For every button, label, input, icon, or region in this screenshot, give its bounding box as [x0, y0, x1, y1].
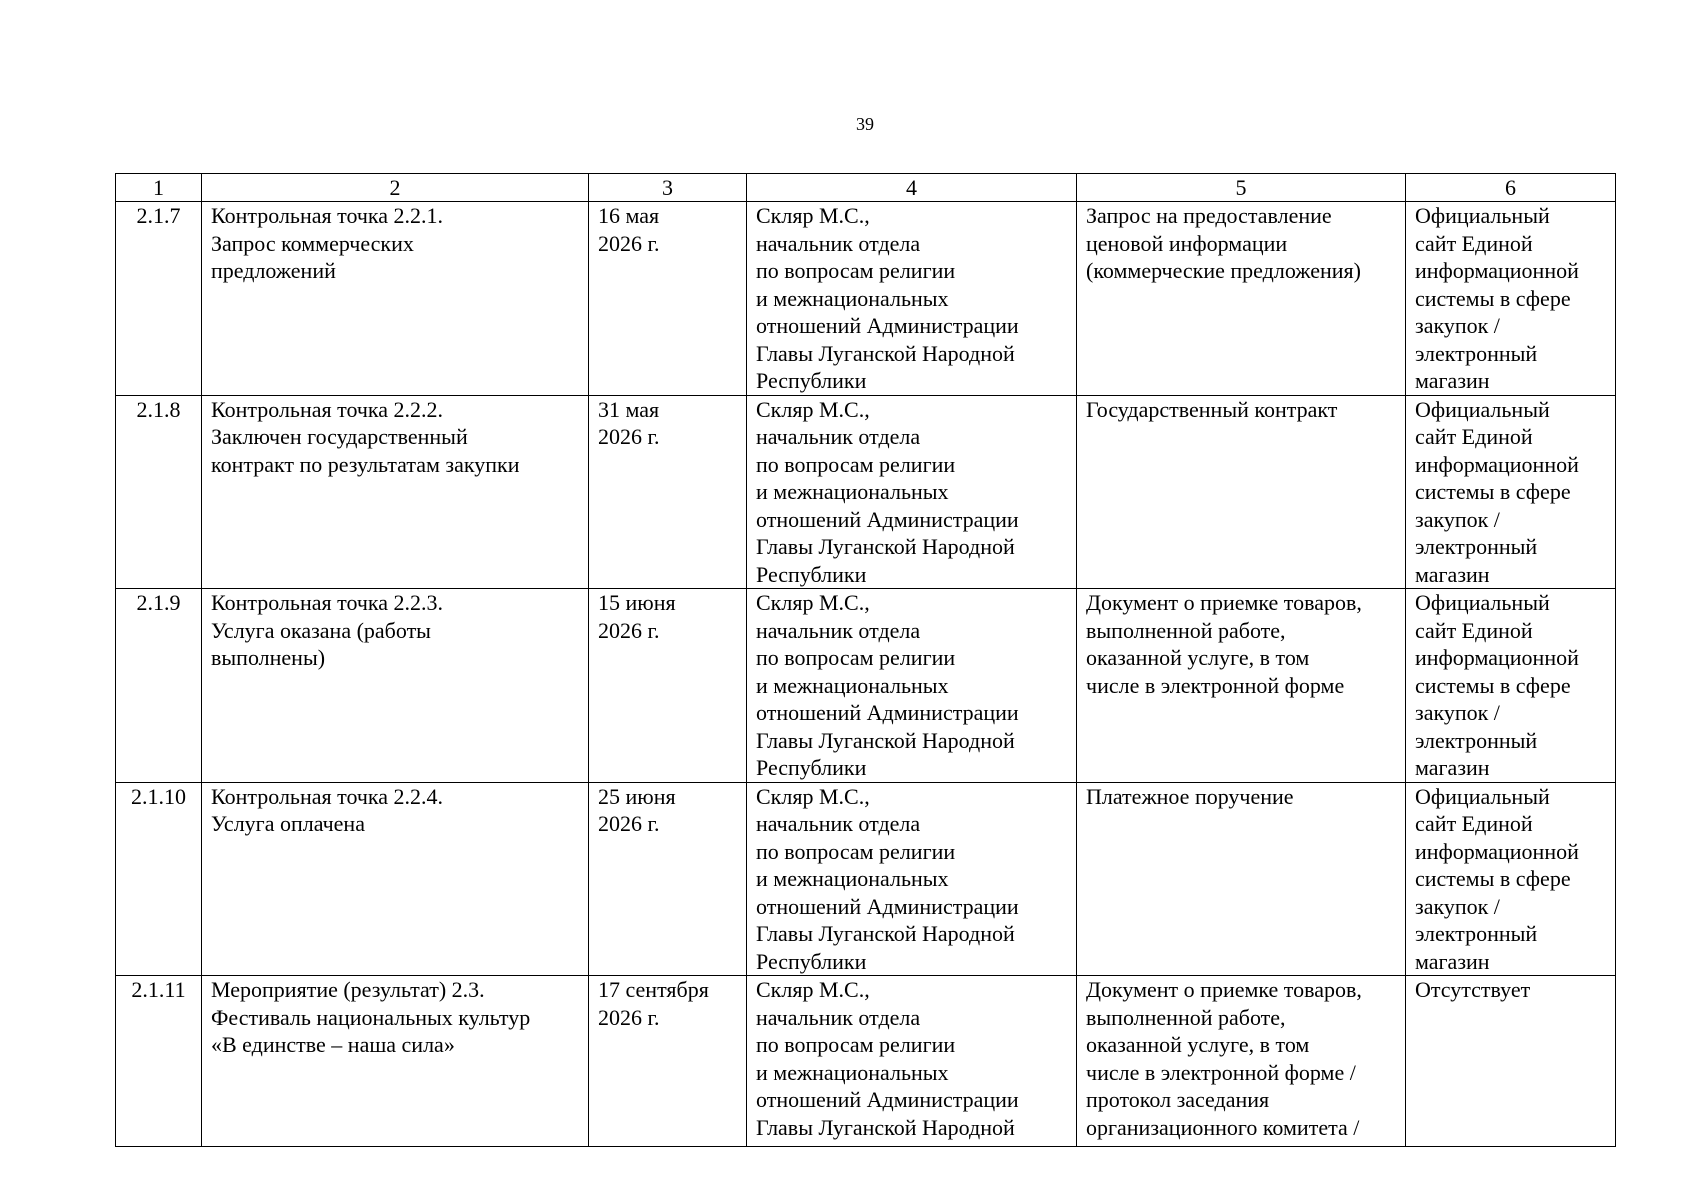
- plan-table: [115, 173, 1616, 1147]
- responsible-line: и межнациональных: [756, 285, 949, 311]
- responsible-line: отношений Администрации: [756, 893, 1019, 919]
- system-line: электронный: [1415, 921, 1538, 946]
- date-line: 2026 г.: [598, 424, 660, 449]
- name-line: Фестиваль национальных культур: [211, 1004, 531, 1030]
- row-number: 2.1.11: [116, 976, 202, 1147]
- date-line: 31 мая: [598, 396, 660, 422]
- responsible-line: Республики: [756, 755, 867, 780]
- responsible-line: Скляр М.С.,: [756, 203, 870, 228]
- document-line: Государственный контракт: [1086, 396, 1338, 422]
- row-date: [589, 589, 747, 783]
- table-row: [116, 782, 1616, 976]
- responsible-line: Скляр М.С.,: [756, 396, 870, 422]
- responsible-line: и межнациональных: [756, 672, 949, 698]
- responsible-line: по вопросам религии: [756, 1032, 956, 1057]
- row-system: [1406, 589, 1616, 783]
- column-header: 6: [1406, 174, 1616, 202]
- responsible-line: Главы Луганской Народной: [756, 921, 1015, 946]
- responsible-line: и межнациональных: [756, 866, 949, 891]
- row-responsible: [747, 202, 1077, 396]
- system-line: Отсутствует: [1415, 977, 1531, 1002]
- row-responsible: [747, 589, 1077, 783]
- system-line: Официальный: [1415, 396, 1550, 422]
- column-header: 3: [589, 174, 747, 202]
- responsible-line: и межнациональных: [756, 1059, 949, 1085]
- date-line: 2026 г.: [598, 230, 660, 256]
- responsible-line: Скляр М.С.,: [756, 783, 870, 809]
- system-line: системы в сфере: [1415, 479, 1571, 504]
- column-header: 4: [747, 174, 1077, 202]
- system-line: информационной: [1415, 645, 1579, 670]
- date-line: 2026 г.: [598, 1004, 660, 1030]
- responsible-line: отношений Администрации: [756, 1087, 1019, 1112]
- row-document: [1077, 395, 1406, 589]
- system-line: электронный: [1415, 340, 1538, 366]
- responsible-line: начальник отдела: [756, 424, 921, 449]
- document-line: Документ о приемке товаров,: [1086, 590, 1362, 615]
- system-line: информационной: [1415, 451, 1579, 477]
- responsible-line: Республики: [756, 561, 867, 587]
- row-date: [589, 395, 747, 589]
- row-name: [202, 782, 589, 976]
- responsible-line: по вопросам религии: [756, 645, 956, 670]
- name-line: Контрольная точка 2.2.2.: [211, 396, 444, 422]
- system-line: системы в сфере: [1415, 866, 1571, 891]
- system-line: системы в сфере: [1415, 285, 1571, 311]
- row-date: [589, 202, 747, 396]
- row-system: [1406, 782, 1616, 976]
- responsible-line: начальник отдела: [756, 230, 921, 256]
- responsible-line: Главы Луганской Народной: [756, 1114, 1015, 1140]
- responsible-line: Главы Луганской Народной: [756, 534, 1015, 559]
- column-header: 1: [116, 174, 202, 202]
- name-line: Контрольная точка 2.2.3.: [211, 590, 444, 615]
- row-number: 2.1.10: [116, 782, 202, 976]
- responsible-line: по вопросам религии: [756, 451, 956, 477]
- name-line: выполнены): [211, 645, 326, 670]
- document-line: протокол заседания: [1086, 1087, 1270, 1112]
- name-line: Мероприятие (результат) 2.3.: [211, 977, 485, 1002]
- row-document: [1077, 202, 1406, 396]
- document-line: числе в электронной форме /: [1086, 1059, 1356, 1085]
- responsible-line: Скляр М.С.,: [756, 590, 870, 615]
- document-line: организационного комитета /: [1086, 1114, 1360, 1140]
- row-date: [589, 782, 747, 976]
- responsible-line: Скляр М.С.,: [756, 977, 870, 1002]
- document-line: (коммерческие предложения): [1086, 258, 1361, 283]
- name-line: контракт по результатам закупки: [211, 451, 520, 477]
- responsible-line: Республики: [756, 948, 867, 974]
- row-system: [1406, 202, 1616, 396]
- row-name: [202, 976, 589, 1147]
- name-line: Услуга оказана (работы: [211, 617, 431, 643]
- system-line: магазин: [1415, 368, 1490, 393]
- row-system: [1406, 395, 1616, 589]
- date-line: 2026 г.: [598, 617, 660, 643]
- document-line: ценовой информации: [1086, 230, 1288, 256]
- row-document: [1077, 782, 1406, 976]
- table-row: [116, 976, 1616, 1147]
- system-line: информационной: [1415, 258, 1579, 283]
- system-line: магазин: [1415, 948, 1490, 974]
- name-line: «В единстве – наша сила»: [211, 1032, 455, 1057]
- system-line: Официальный: [1415, 590, 1550, 615]
- responsible-line: Республики: [756, 368, 867, 393]
- responsible-line: отношений Администрации: [756, 700, 1019, 725]
- document-line: Документ о приемке товаров,: [1086, 977, 1362, 1002]
- system-line: Официальный: [1415, 783, 1550, 809]
- system-line: сайт Единой: [1415, 617, 1533, 643]
- name-line: предложений: [211, 258, 336, 283]
- name-line: Услуга оплачена: [211, 811, 365, 836]
- document-line: числе в электронной форме: [1086, 672, 1345, 698]
- date-line: 2026 г.: [598, 811, 660, 836]
- responsible-line: Главы Луганской Народной: [756, 340, 1015, 366]
- responsible-line: начальник отдела: [756, 811, 921, 836]
- system-line: сайт Единой: [1415, 811, 1533, 836]
- row-name: [202, 202, 589, 396]
- document-line: оказанной услуге, в том: [1086, 645, 1310, 670]
- responsible-line: по вопросам религии: [756, 258, 956, 283]
- responsible-line: начальник отдела: [756, 617, 921, 643]
- table-row: [116, 395, 1616, 589]
- responsible-line: отношений Администрации: [756, 506, 1019, 532]
- name-line: Контрольная точка 2.2.4.: [211, 783, 444, 809]
- row-name: [202, 395, 589, 589]
- system-line: магазин: [1415, 561, 1490, 587]
- row-document: [1077, 589, 1406, 783]
- system-line: закупок /: [1415, 893, 1500, 919]
- document-line: Запрос на предоставление: [1086, 203, 1332, 228]
- table-row: [116, 202, 1616, 396]
- system-line: электронный: [1415, 534, 1538, 559]
- table-row: [116, 589, 1616, 783]
- name-line: Заключен государственный: [211, 424, 468, 449]
- row-date: [589, 976, 747, 1147]
- system-line: закупок /: [1415, 506, 1500, 532]
- row-document: [1077, 976, 1406, 1147]
- system-line: Официальный: [1415, 203, 1550, 228]
- row-responsible: [747, 976, 1077, 1147]
- table-header-row: [116, 174, 1616, 202]
- row-number: 2.1.8: [116, 395, 202, 589]
- row-number: 2.1.9: [116, 589, 202, 783]
- date-line: 16 мая: [598, 203, 660, 228]
- responsible-line: по вопросам религии: [756, 838, 956, 864]
- responsible-line: начальник отдела: [756, 1004, 921, 1030]
- name-line: Запрос коммерческих: [211, 230, 414, 256]
- responsible-line: и межнациональных: [756, 479, 949, 504]
- date-line: 17 сентября: [598, 977, 709, 1002]
- row-responsible: [747, 395, 1077, 589]
- system-line: электронный: [1415, 727, 1538, 753]
- row-system: [1406, 976, 1616, 1147]
- system-line: закупок /: [1415, 700, 1500, 725]
- name-line: Контрольная точка 2.2.1.: [211, 203, 444, 228]
- column-header: 5: [1077, 174, 1406, 202]
- system-line: закупок /: [1415, 313, 1500, 338]
- date-line: 15 июня: [598, 590, 676, 615]
- document-line: Платежное поручение: [1086, 783, 1294, 809]
- system-line: информационной: [1415, 838, 1579, 864]
- responsible-line: Главы Луганской Народной: [756, 727, 1015, 753]
- page-number: 39: [856, 114, 874, 134]
- responsible-line: отношений Администрации: [756, 313, 1019, 338]
- system-line: сайт Единой: [1415, 230, 1533, 256]
- document-line: выполненной работе,: [1086, 1004, 1286, 1030]
- row-number: 2.1.7: [116, 202, 202, 396]
- system-line: сайт Единой: [1415, 424, 1533, 449]
- system-line: системы в сфере: [1415, 672, 1571, 698]
- document-line: оказанной услуге, в том: [1086, 1032, 1310, 1057]
- date-line: 25 июня: [598, 783, 676, 809]
- column-header: 2: [202, 174, 589, 202]
- row-name: [202, 589, 589, 783]
- document-line: выполненной работе,: [1086, 617, 1286, 643]
- row-responsible: [747, 782, 1077, 976]
- system-line: магазин: [1415, 755, 1490, 780]
